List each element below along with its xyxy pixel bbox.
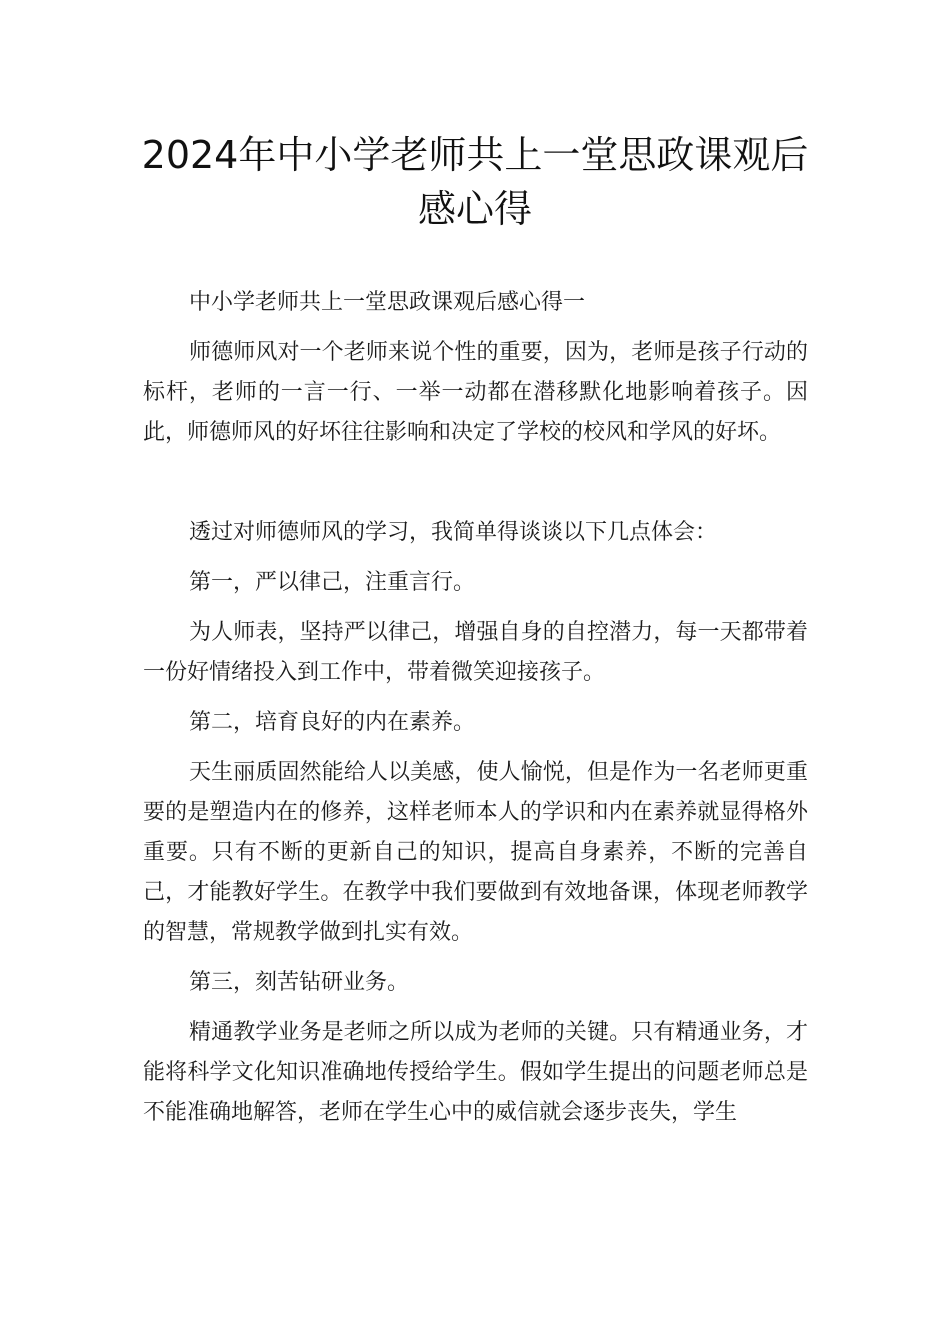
paragraph: 天生丽质固然能给人以美感，使人愉悦，但是作为一名老师更重要的是塑造内在的修养，这样老师本人的学识和内在素养就显得格外重要。只有不断的更新自己的知识，提高自身素养，不断的完善自己，才能教好学生。在教学中我们要做到有效地备课，体现老师教学的智慧，常规教学做到扎实有效。 bbox=[143, 760, 808, 945]
paragraph-point-heading: 第二，培育良好的内在素养。 bbox=[189, 710, 476, 735]
paragraph: 师德师风对一个老师来说个性的重要，因为，老师是孩子行动的标杆，老师的一言一行、一举一动都在潜移默化地影响着孩子。因此，师德师风的好坏往往影响和决定了学校的校风和学风的好坏。 bbox=[143, 340, 808, 445]
paragraph: 精通教学业务是老师之所以成为老师的关键。只有精通业务，才能将科学文化知识准确地传授给学生。假如学生提出的问题老师总是不能准确地解答，老师在学生心中的威信就会逐步丧失，学生 bbox=[143, 1020, 808, 1125]
paragraph: 透过对师德师风的学习，我简单得谈谈以下几点体会： bbox=[189, 520, 718, 545]
document-title bbox=[140, 128, 810, 236]
paragraph: 为人师表，坚持严以律己，增强自身的自控潜力，每一天都带着一份好情绪投入到工作中，带着微笑迎接孩子。 bbox=[143, 620, 808, 685]
title-line-2: 感心得 bbox=[417, 187, 532, 231]
paragraph-gap bbox=[143, 463, 808, 513]
document-body bbox=[143, 283, 808, 1143]
paragraph-point-heading: 第三，刻苦钻研业务。 bbox=[189, 970, 410, 995]
paragraph-point-heading: 第一，严以律己，注重言行。 bbox=[189, 570, 476, 595]
paragraph-heading: 中小学老师共上一堂思政课观后感心得一 bbox=[189, 290, 586, 315]
title-line-1: 2024年中小学老师共上一堂思政课观后 bbox=[141, 133, 809, 177]
